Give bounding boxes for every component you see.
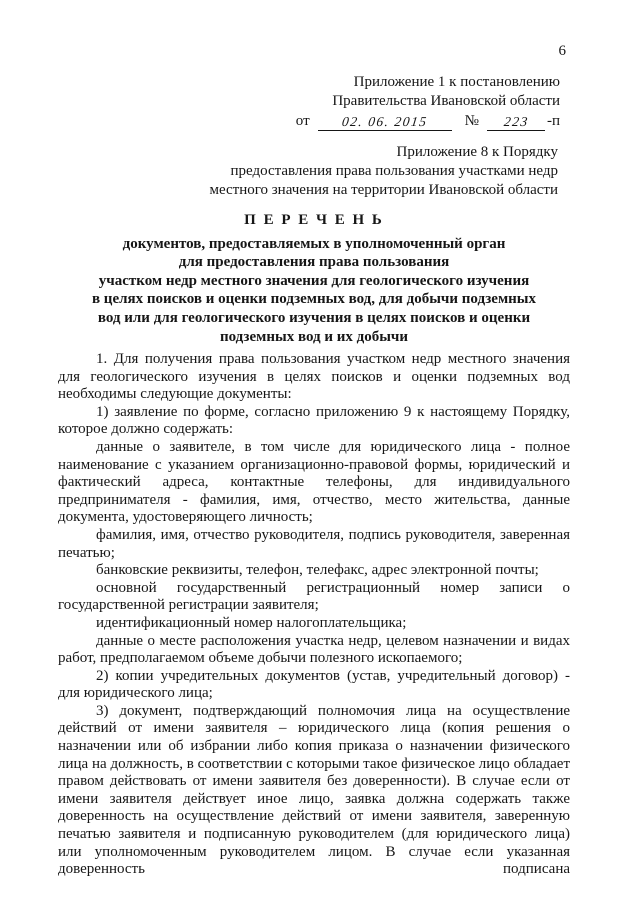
document-body [58, 351, 570, 879]
title-line: участком недр местного значения для геологического изучения [98, 272, 530, 289]
title-line: документов, предоставляемых в уполномоченный орган [122, 235, 506, 252]
page-number: 6 [558, 43, 566, 59]
paragraph: идентификационный номер налогоплательщика; [96, 614, 407, 631]
from-label: от [295, 113, 310, 129]
decree-date-number-line [296, 112, 560, 131]
title-line: вод или для геологического изучения в целях поисков и оценки [97, 309, 531, 326]
paragraph: 1. Для получения права пользования участком недр местного значения для геологического изучения в целях поисков и оценки подземных вод необходимы следующие документы: [58, 351, 570, 403]
title-heading: П Е Р Е Ч Е Н Ь [244, 212, 384, 228]
number-suffix: -п [546, 113, 560, 129]
appendix-1-line: Правительства Ивановской области [332, 93, 560, 109]
paragraph: 2) копии учредительных документов (устав, учредительный договор) - для юридического лица; [58, 667, 570, 702]
number-blank-line [487, 112, 545, 131]
number-sign: № [464, 113, 479, 129]
appendix-1-block [296, 73, 560, 131]
appendix-8-line: местного значения на территории Ивановской области [209, 182, 558, 198]
paragraph: 1) заявление по форме, согласно приложению 9 к настоящему Порядку, которое должно содержать: [58, 403, 570, 438]
appendix-1-line: Приложение 1 к постановлению [353, 74, 560, 90]
paragraph: данные о месте расположения участка недр, целевом назначении и видах работ, предполагаемом объеме добычи полезного ископаемого; [58, 632, 570, 667]
appendix-8-block [209, 143, 558, 200]
title-line: подземных вод и их добычи [219, 328, 409, 345]
paragraph: данные о заявителе, в том числе для юридического лица - полное наименование с указанием организационно-правовой формы, юридический и фактический адреса, контактные телефоны, для индивидуального предпринимателя - фамилия, имя, отчество, место жительства, данные документа, удостоверяющего личность; [58, 438, 570, 526]
appendix-8-line: предоставления права пользования участками недр [230, 163, 558, 179]
paragraph: фамилия, имя, отчество руководителя, подпись руководителя, заверенная печатью; [58, 526, 570, 561]
handwritten-number: 223 [502, 114, 530, 129]
paragraph: 3) документ, подтверждающий полномочия лица на осуществление действий от имени заявителя – юридического лица (копия решения о назначении или об избрании либо копия приказа о назначении физического лица на должность, в соответствии с которыми такое физическое лицо обладает правом действовать от имени заявителя без доверенности). В случае если от имени заявителя действует иное лицо, заявка должна содержать также доверенность на осуществление действий от имени заявителя, заверенную печатью заявителя и подписанную руководителем (для юридического лица) или уполномоченным руководителем лицом. В случае если указанная доверенность подписана [58, 702, 570, 878]
paragraph: банковские реквизиты, телефон, телефакс, адрес электронной почты; [96, 562, 539, 579]
handwritten-date: 02. 06. 2015 [340, 114, 429, 129]
document-title [58, 211, 570, 346]
title-line: в целях поисков и оценки подземных вод, для добычи подземных [91, 291, 537, 308]
paragraph: основной государственный регистрационный номер записи о государственной регистрации заявителя; [58, 579, 570, 614]
appendix-8-line: Приложение 8 к Порядку [396, 144, 558, 160]
title-line: для предоставления права пользования [178, 254, 450, 271]
date-blank-line [318, 112, 452, 131]
